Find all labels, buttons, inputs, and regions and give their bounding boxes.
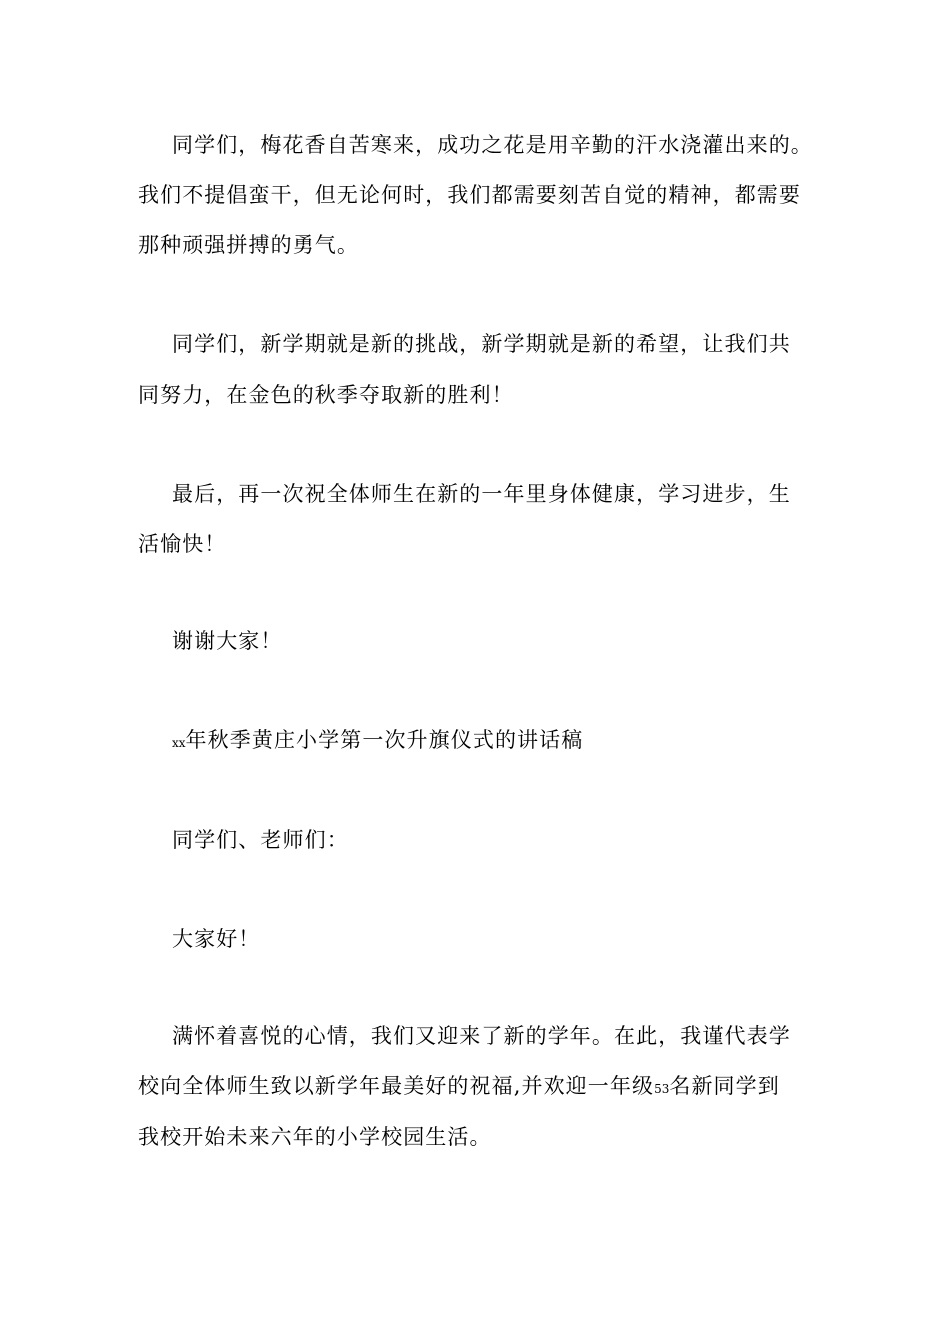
paragraph-8-line-2 (138, 1071, 780, 1104)
paragraph-8-line-2-part-1: 校向全体师生致以新学年最美好的祝福,并欢迎一年级 (138, 1074, 655, 1098)
speech-title-text: 年秋季黄庄小学第一次升旗仪式的讲话稿 (185, 728, 584, 752)
paragraph-1-line-2: 我们不提倡蛮干，但无论何时，我们都需要刻苦自觉的精神，都需要 (138, 183, 801, 207)
paragraph-8-line-3: 我校开始未来六年的小学校园生活。 (138, 1125, 492, 1149)
paragraph-3-line-2: 活愉快！ (138, 532, 227, 556)
thanks-line: 谢谢大家！ (172, 629, 283, 653)
speech-title-year-prefix: xx (172, 736, 186, 750)
paragraph-8-line-1: 满怀着喜悦的心情，我们又迎来了新的学年。在此，我谨代表学 (172, 1024, 791, 1048)
paragraph-1-line-3: 那种顽强拼搏的勇气。 (138, 233, 359, 257)
hello-line: 大家好！ (172, 927, 261, 951)
paragraph-2-line-1: 同学们，新学期就是新的挑战，新学期就是新的希望，让我们共 (172, 332, 791, 356)
new-students-count: 53 (654, 1082, 670, 1096)
paragraph-2-line-2: 同努力，在金色的秋季夺取新的胜利！ (138, 383, 514, 407)
speech-title (172, 725, 583, 758)
paragraph-3-line-1: 最后，再一次祝全体师生在新的一年里身体健康，学习进步，生 (172, 482, 791, 506)
paragraph-1-line-1: 同学们，梅花香自苦寒来，成功之花是用辛勤的汗水浇灌出来的。 (172, 133, 813, 157)
paragraph-8-line-2-part-2: 名新同学到 (669, 1074, 780, 1098)
greeting-line: 同学们、老师们： (172, 828, 349, 852)
